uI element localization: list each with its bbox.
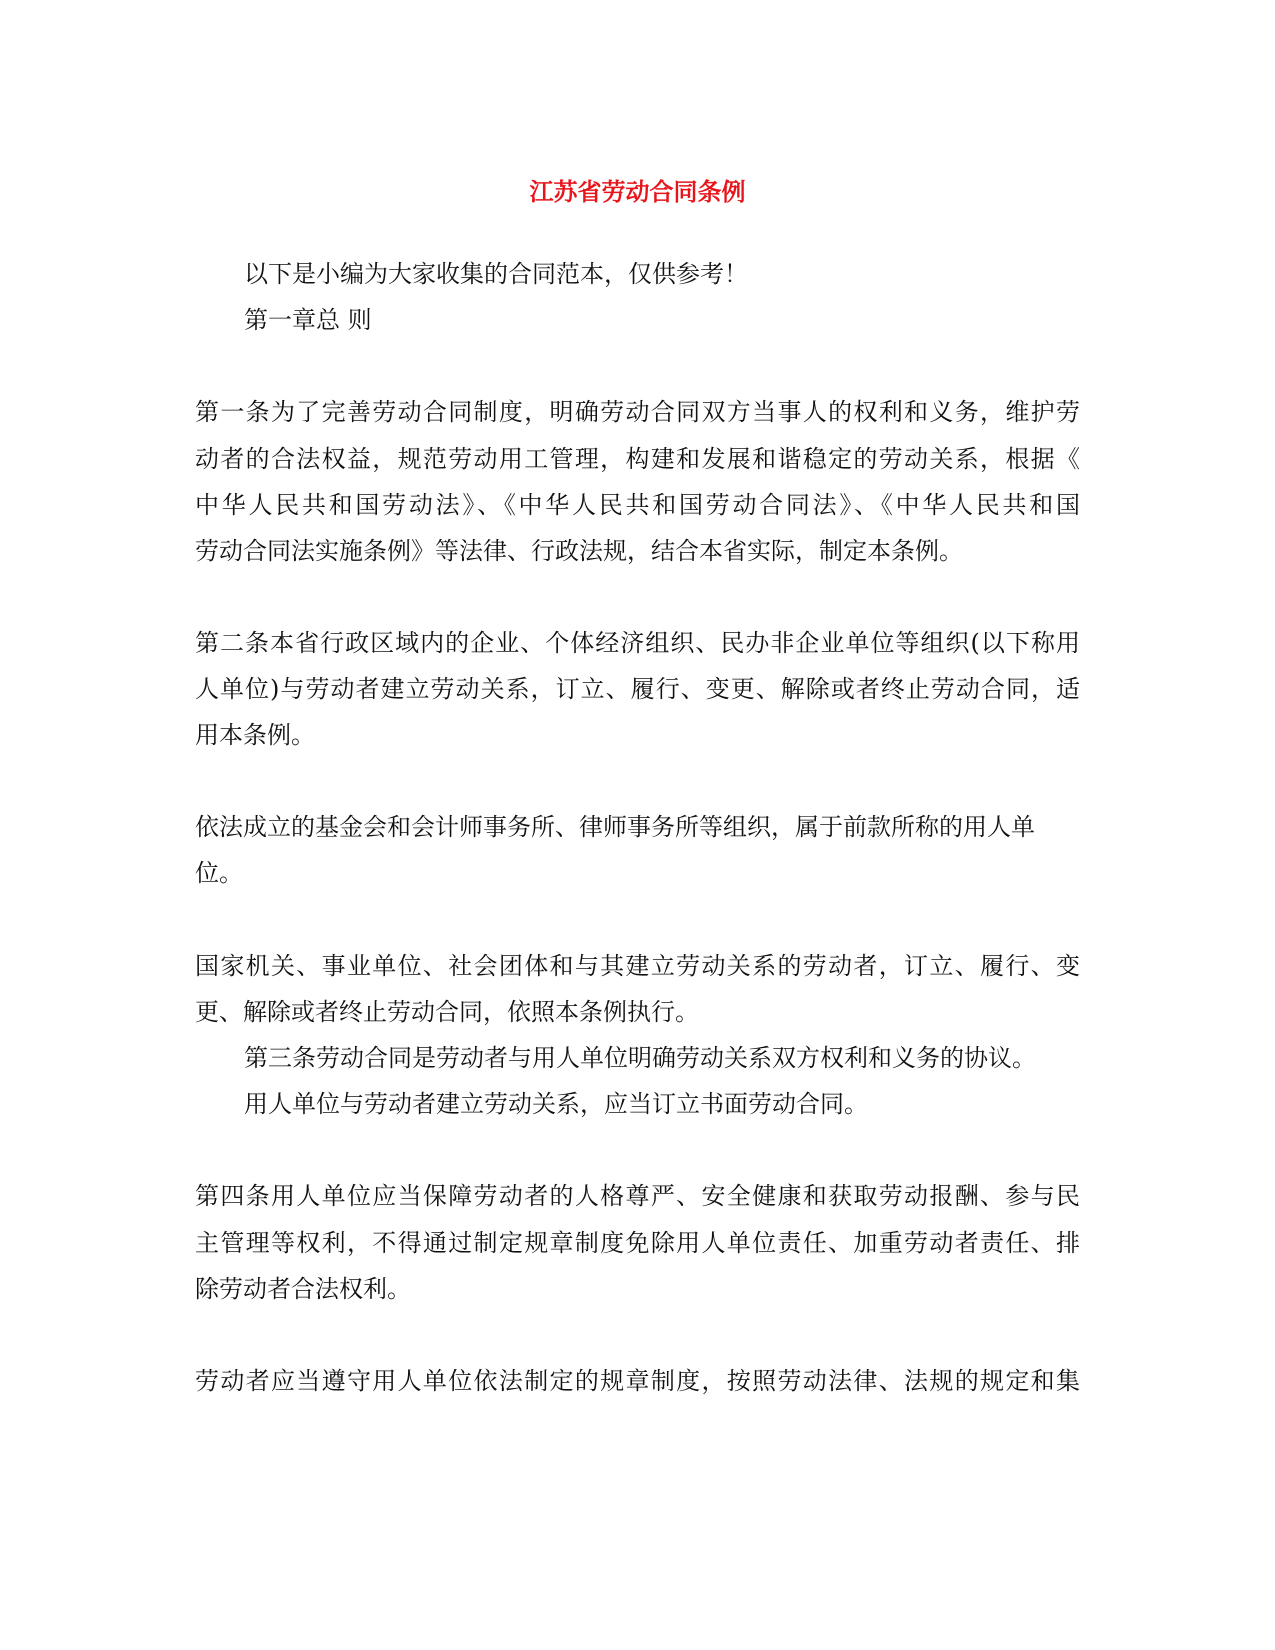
article-4-para-2-line-1: 劳动者应当遵守用人单位依法制定的规章制度，按照劳动法律、法规的规定和集 [195, 1367, 1080, 1395]
article-2-para-3-line-1: 国家机关、事业单位、社会团体和与其建立劳动关系的劳动者，订立、履行、变 [195, 952, 1080, 980]
article-2-line-1: 第二条本省行政区域内的企业、个体经济组织、民办非企业单位等组织(以下称用 [195, 629, 1080, 657]
article-1-line-1: 第一条为了完善劳动合同制度，明确劳动合同双方当事人的权利和义务，维护劳 [195, 398, 1080, 426]
article-1-line-4: 劳动合同法实施条例》等法律、行政法规，结合本省实际，制定本条例。 [195, 537, 963, 565]
article-4-line-1: 第四条用人单位应当保障劳动者的人格尊严、安全健康和获取劳动报酬、参与民 [195, 1182, 1080, 1210]
article-1-line-3: 中华人民共和国劳动法》、《中华人民共和国劳动合同法》、《中华人民共和国 [195, 491, 1080, 519]
article-2-para-2-line-1: 依法成立的基金会和会计师事务所、律师事务所等组织，属于前款所称的用人单 [195, 813, 1035, 841]
document-title: 江苏省劳动合同条例 [529, 177, 746, 206]
article-4-line-3: 除劳动者合法权利。 [195, 1275, 411, 1303]
article-1-line-2: 动者的合法权益，规范劳动用工管理，构建和发展和谐稳定的劳动关系，根据《 [195, 445, 1080, 473]
article-2-para-3-line-2: 更、解除或者终止劳动合同，依照本条例执行。 [195, 998, 699, 1026]
article-2-line-2: 人单位)与劳动者建立劳动关系，订立、履行、变更、解除或者终止劳动合同，适 [195, 675, 1080, 703]
article-2-para-2-line-2: 位。 [195, 859, 243, 887]
intro-line: 以下是小编为大家收集的合同范本，仅供参考！ [244, 260, 748, 288]
chapter-heading: 第一章总 则 [244, 306, 372, 334]
article-4-line-2: 主管理等权利，不得通过制定规章制度免除用人单位责任、加重劳动者责任、排 [195, 1229, 1080, 1257]
article-3-line-1: 第三条劳动合同是劳动者与用人单位明确劳动关系双方权利和义务的协议。 [244, 1044, 1036, 1072]
article-2-line-3: 用本条例。 [195, 721, 315, 749]
article-3-line-2: 用人单位与劳动者建立劳动关系，应当订立书面劳动合同。 [244, 1090, 868, 1118]
